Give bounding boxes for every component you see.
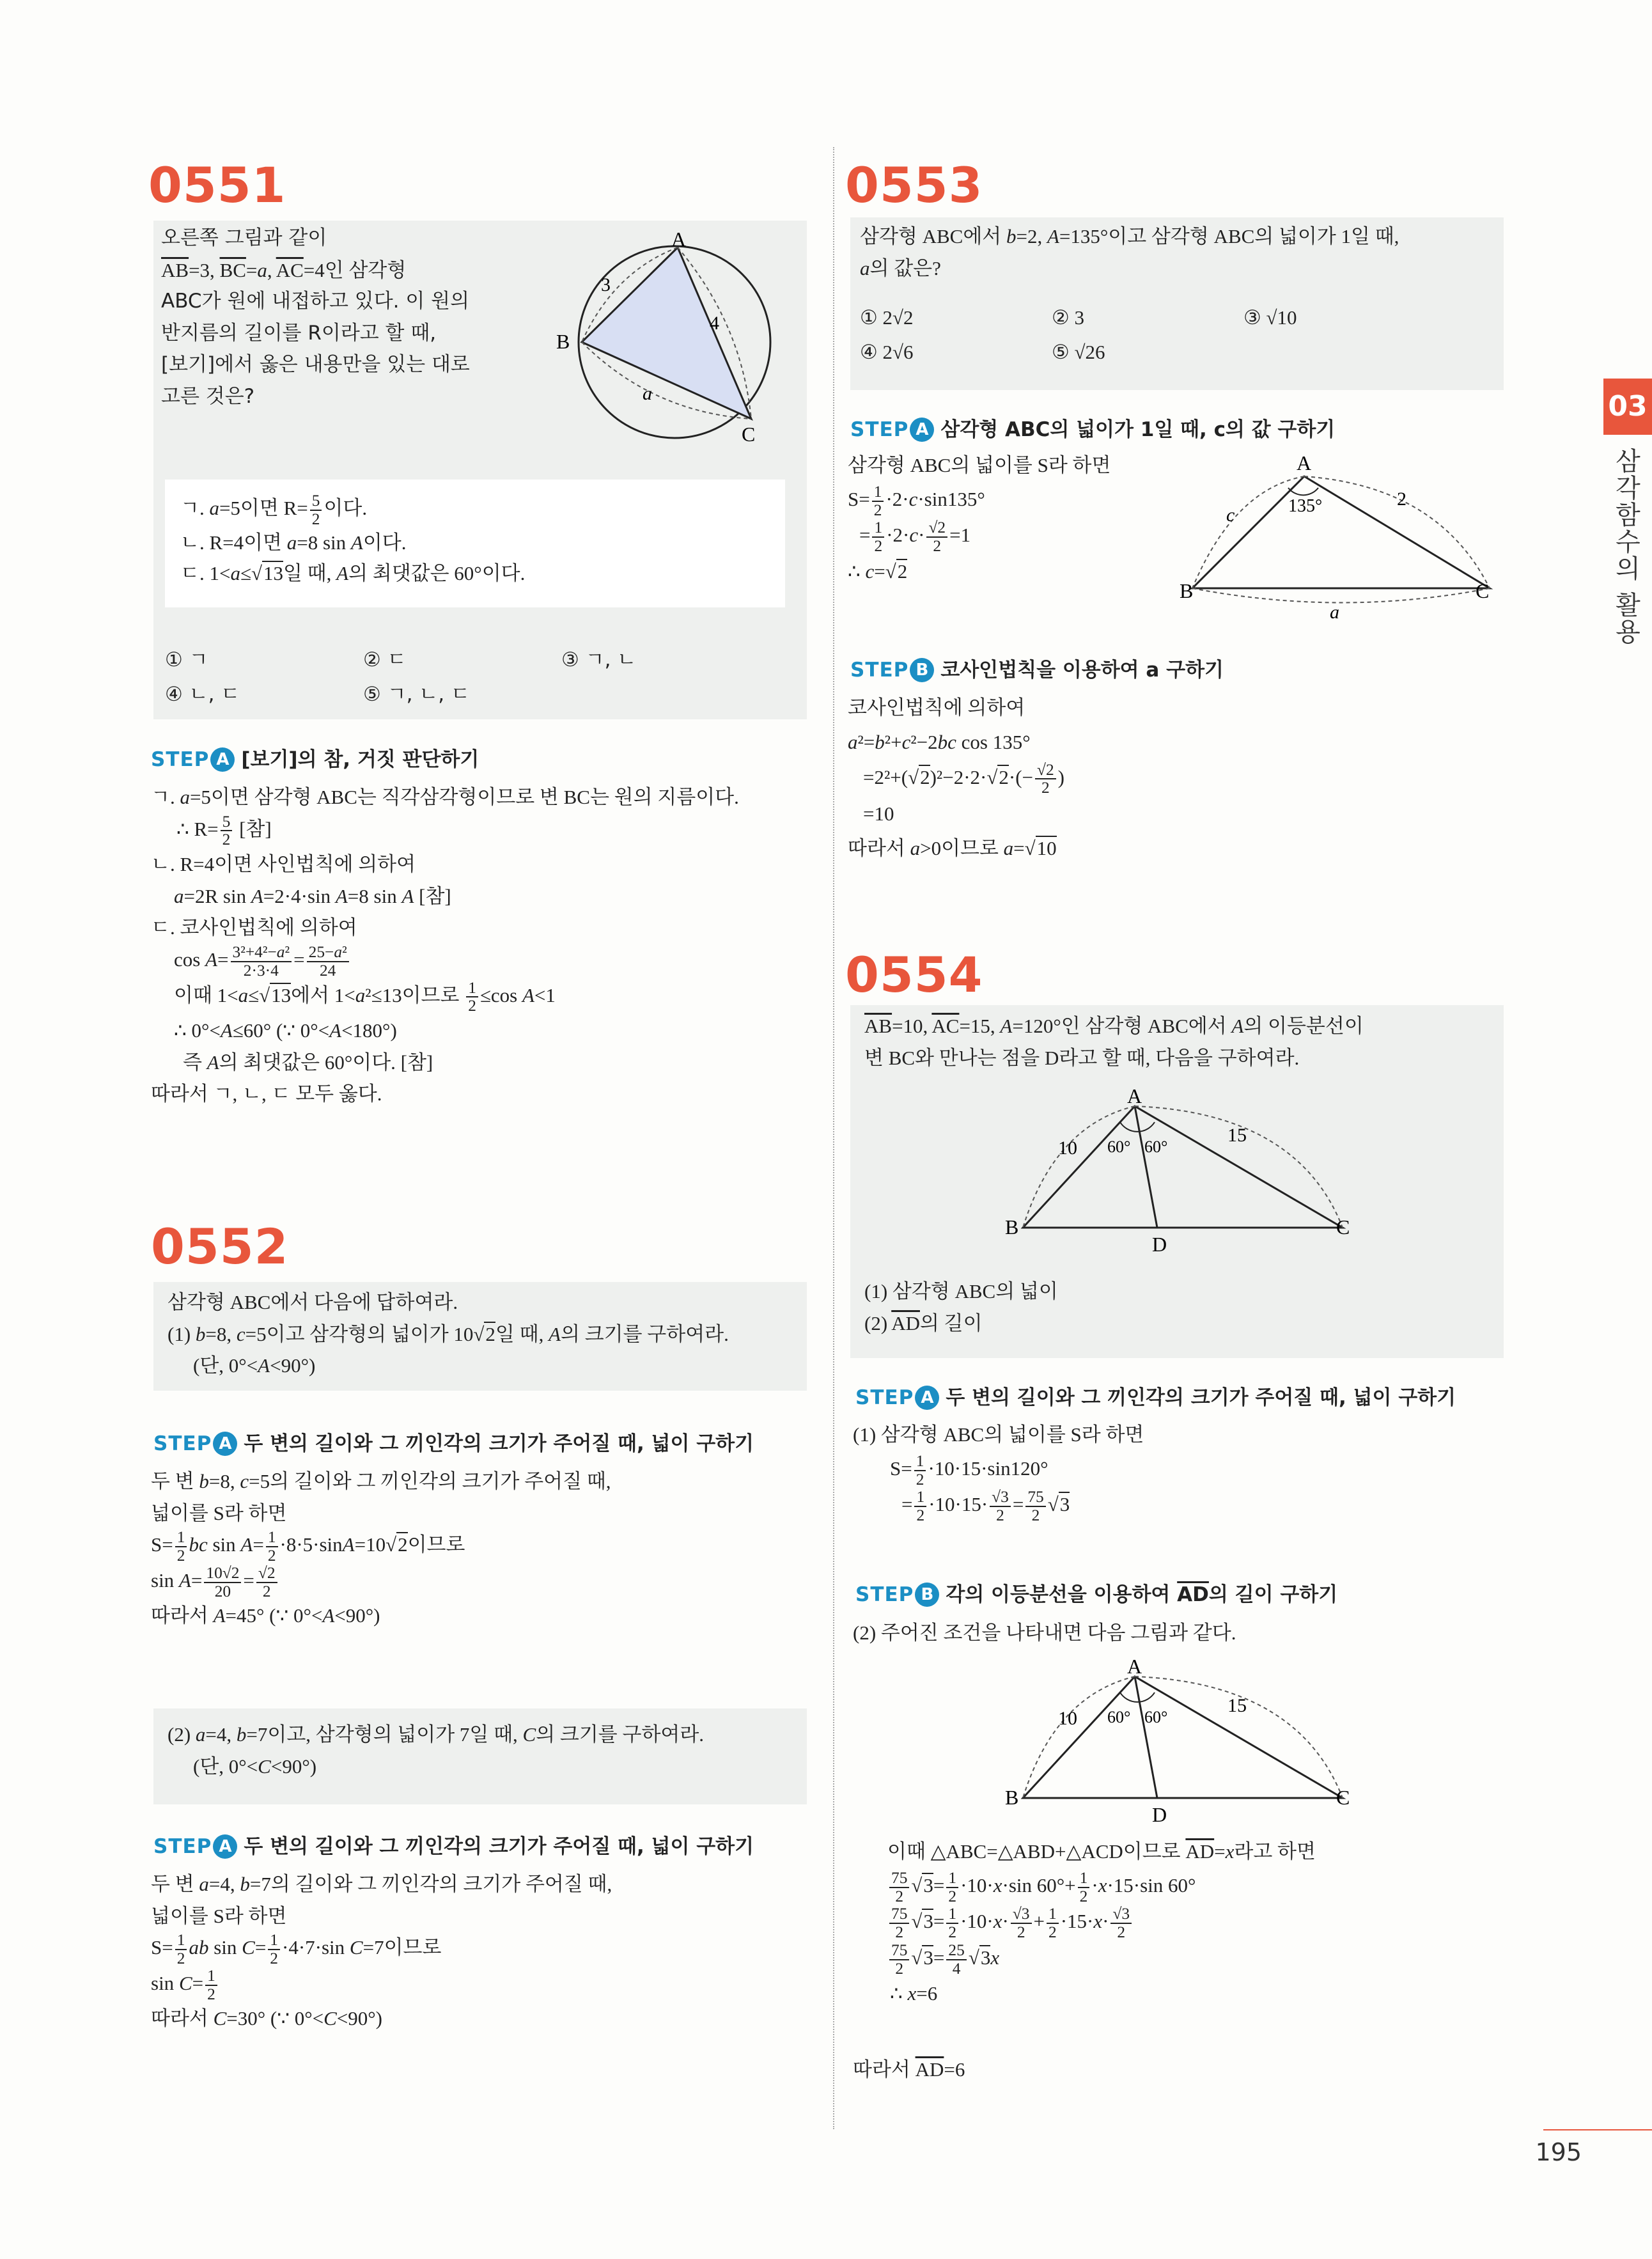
choice-2[interactable]: ② 3 xyxy=(1052,306,1085,329)
problem-number-0552: 0552 xyxy=(151,1218,289,1275)
choice-2[interactable]: ② ㄷ xyxy=(363,648,407,671)
problem-number-0551: 0551 xyxy=(148,157,286,214)
problem-0553-text: 삼각형 ABC에서 b=2, A=135°이고 삼각형 ABC의 넓이가 1일 때, a의 값은? xyxy=(860,225,1399,279)
side-3-label: 3 xyxy=(601,274,611,295)
triangle-diagram-0553 xyxy=(1170,451,1502,623)
side-2-label: 2 xyxy=(1397,489,1407,510)
step-a-0552-1: STEP A 두 변의 길이와 그 끼인각의 크기가 주어질 때, 넓이 구하기 xyxy=(153,1432,754,1455)
vertex-a-label: A xyxy=(1127,1087,1142,1107)
vertex-c-label: C xyxy=(1336,1786,1350,1809)
chapter-title: 삼각함수의 활용 xyxy=(1611,448,1640,645)
side-10-label: 10 xyxy=(1058,1708,1077,1729)
side-10-label: 10 xyxy=(1058,1137,1077,1159)
choice-5[interactable]: ⑤ ㄱ, ㄴ, ㄷ xyxy=(363,683,470,707)
step-a-0553: STEP A 삼각형 ABC의 넓이가 1일 때, c의 값 구하기 xyxy=(850,418,1336,441)
step-a-0552-2: STEP A 두 변의 길이와 그 끼인각의 크기가 주어질 때, 넓이 구하기 xyxy=(153,1835,754,1858)
choice-1[interactable]: ① 2√2 xyxy=(860,306,914,329)
solution-b-0554-intro: (2) 주어진 조건을 나타내면 다음 그림과 같다. xyxy=(853,1622,1236,1644)
choices-0553 xyxy=(860,301,1297,370)
solution-a-0554: (1) 삼각형 ABC의 넓이를 S라 하면 S= $\frac{1}{2}$ ·10·15·sin120° = $\frac{1}{2}$ ·10·15· $\frac{√3}{2}$ = $\frac{75}{2}$ √3 xyxy=(853,1423,1144,1525)
problem-number-0554: 0554 xyxy=(845,946,983,1003)
step-b-0553: STEP B 코사인법칙을 이용하여 a 구하기 xyxy=(850,659,1224,682)
point-d-label: D xyxy=(1152,1803,1167,1826)
chapter-tab: 03 xyxy=(1603,379,1652,435)
side-4-label: 4 xyxy=(710,313,719,334)
vertex-c-label: C xyxy=(742,423,756,446)
choice-5[interactable]: ⑤ √26 xyxy=(1052,341,1105,364)
vertex-b-label: B xyxy=(1005,1786,1019,1809)
page-number-rule xyxy=(1543,2129,1652,2130)
vertex-c-label: C xyxy=(1336,1215,1350,1239)
side-c-label: c xyxy=(1226,504,1235,526)
choice-4[interactable]: ④ 2√6 xyxy=(860,341,914,364)
side-15-label: 15 xyxy=(1227,1125,1247,1146)
angle-label: 135° xyxy=(1288,496,1323,516)
choice-1[interactable]: ① ㄱ xyxy=(165,648,208,671)
choice-3[interactable]: ③ √10 xyxy=(1243,306,1297,329)
angle-right-label: 60° xyxy=(1144,1137,1168,1156)
solution-a-0553: 삼각형 ABC의 넓이를 S라 하면 S= $\frac{1}{2}$ ·2·c·sin135° = $\frac{1}{2}$ ·2·c· $\frac{√2}{2}$ =1 ∴ c=√2 xyxy=(848,454,1111,582)
problem-0554-subquestions: (1) 삼각형 ABC의 넓이 (2) $\overline{AD}$의 길이 xyxy=(864,1280,1058,1334)
choice-3[interactable]: ③ ㄱ, ㄴ xyxy=(561,648,637,671)
angle-left-label: 60° xyxy=(1107,1708,1131,1726)
solution-0551: ㄱ. a=5이면 삼각형 ABC는 직각삼각형이므로 변 BC는 원의 지름이다. ∴ R= $\frac{5}{2}$ [참] ㄴ. R=4이면 사인법칙에 의하여 a=2R sin A=2·4·sin A=8 sin A [참] ㄷ. 코사인법칙에 의하여 cos A= $\frac{\text{3²+4²−a²}}{2\cdot 3\cdot 4}$ = $\frac{\text{25−a²}}{24}$ 이때 1<a≤√13에서 1<a²≤13이므로 $\frac{1}{2}$ ≤cos A<1 ∴ 0°<A≤60° (∵ 0°<A<180°) 즉 A의 최댓값은 60°이다. [참] 따라서 ㄱ, ㄴ, ㄷ 모두 옳다. xyxy=(151,786,739,1106)
solution-0552-2: 두 변 a=4, b=7의 길이와 그 끼인각의 크기가 주어질 때, 넓이를 S라 하면 S= $\frac{1}{2}$ ab sin C= $\frac{1}{2}$ ·4·7·sin C=7이므로 sin C= $\frac{1}{2}$ 따라서 C=30° (∵ 0°<C<90°) xyxy=(151,1873,612,2030)
solution-0552-1: 두 변 b=8, c=5의 길이와 그 끼인각의 크기가 주어질 때, 넓이를 S라 하면 S= $\frac{1}{2}$ bc sin A= $\frac{1}{2}$ ·8·5·sinA=10√2이므로 sin A= $\frac{10√2}{20}$ = $\frac{√2}{2}$ 따라서 A=45° (∵ 0°<A<90°) xyxy=(151,1470,611,1627)
choice-4[interactable]: ④ ㄴ, ㄷ xyxy=(165,683,240,707)
vertex-a-label: A xyxy=(671,228,687,251)
side-a-label: a xyxy=(1330,602,1339,623)
problem-number-0553: 0553 xyxy=(845,157,983,214)
vertex-a-label: A xyxy=(1127,1657,1142,1678)
step-a-0554: STEP A 두 변의 길이와 그 끼인각의 크기가 주어질 때, 넓이 구하기 xyxy=(855,1386,1456,1409)
angle-left-label: 60° xyxy=(1107,1137,1131,1156)
side-a-label: a xyxy=(643,383,652,404)
vertex-b-label: B xyxy=(556,330,570,353)
problem-0552-2-text: (2) a=4, b=7이고, 삼각형의 넓이가 7일 때, C의 크기를 구하여라. (단, 0°<C<90°) xyxy=(168,1723,705,1778)
point-d-label: D xyxy=(1152,1233,1167,1256)
vertex-b-label: B xyxy=(1180,579,1194,602)
step-a-0551: STEP A [보기]의 참, 거짓 판단하기 xyxy=(151,748,479,771)
circle-triangle-diagram-0551 xyxy=(556,227,793,451)
vertex-c-label: C xyxy=(1476,579,1490,602)
vertex-a-label: A xyxy=(1297,451,1312,474)
final-answer-0554: 따라서 $\overline{AD}=6$ xyxy=(853,2058,965,2081)
angle-right-label: 60° xyxy=(1144,1708,1168,1726)
bogi-list-0551: ㄱ. a=5이면 R= $\frac{5}{2}$ 이다. ㄴ. R=4이면 a=8 sin A이다. ㄷ. 1<a≤√13일 때, A의 최댓값은 60°이다. xyxy=(180,492,526,585)
problem-0551-text: 오른쪽 그림과 같이 $\overline{AB}=3$, $\overline{BC}=a$, $\overline{AC}=4$인 삼각형 ABC가 원에 내접하고 있다. 이 원의 반지름의 길이를 R이라고 할 때, [보기]에서 옳은 내용만을 있는 대로 고른 것은? xyxy=(161,226,470,408)
problem-0554-text: $\overline{AB}=10$, $\overline{AC}=15$, A=120°인 삼각형 ABC에서 A의 이등분선이 변 BC와 만나는 점을 D라고 할 때, 다음을 구하여라. xyxy=(864,1015,1364,1069)
vertex-b-label: B xyxy=(1005,1215,1019,1239)
step-b-0554: STEP B 각의 이등분선을 이용하여 $\overline{AD}$의 길이 구하기 xyxy=(855,1583,1338,1606)
solution-b-0553: 코사인법칙에 의하여 a²=b²+c²−2bc cos 135° =2²+(√2)²−2·2·√2·(− $\frac{√2}{2}$ ) =10 따라서 a>0이므로 a=√10 xyxy=(848,696,1064,860)
solution-b-0554: 이때 △ABC=△ABD+△ACD이므로 $\overline{AD}=x$라고 하면 $\frac{75}{2}$ √3= $\frac{1}{2}$ ·10·x·sin 60°+ $\frac{1}{2}$ ·x·15·sin 60° $\frac{75}{2}$ √3= $\frac{1}{2}$ ·10·x· $\frac{√3}{2}$ + $\frac{1}{2}$ ·15·x· $\frac{√3}{2}$ $\frac{75}{2}$ √3= $\frac{25}{4}$ √3x ∴ x=6 xyxy=(887,1840,1316,2005)
triangle-bisector-diagram-0554 xyxy=(997,1087,1368,1260)
triangle-bisector-diagram-0554-b xyxy=(997,1657,1368,1830)
side-15-label: 15 xyxy=(1227,1695,1247,1716)
page-number: 195 xyxy=(1535,2138,1582,2166)
column-divider xyxy=(833,147,834,2129)
choices-0551 xyxy=(165,643,636,712)
problem-0552-text: 삼각형 ABC에서 다음에 답하여라. (1) b=8, c=5이고 삼각형의 넓이가 10√2일 때, A의 크기를 구하여라. (단, 0°<A<90°) xyxy=(168,1291,729,1377)
